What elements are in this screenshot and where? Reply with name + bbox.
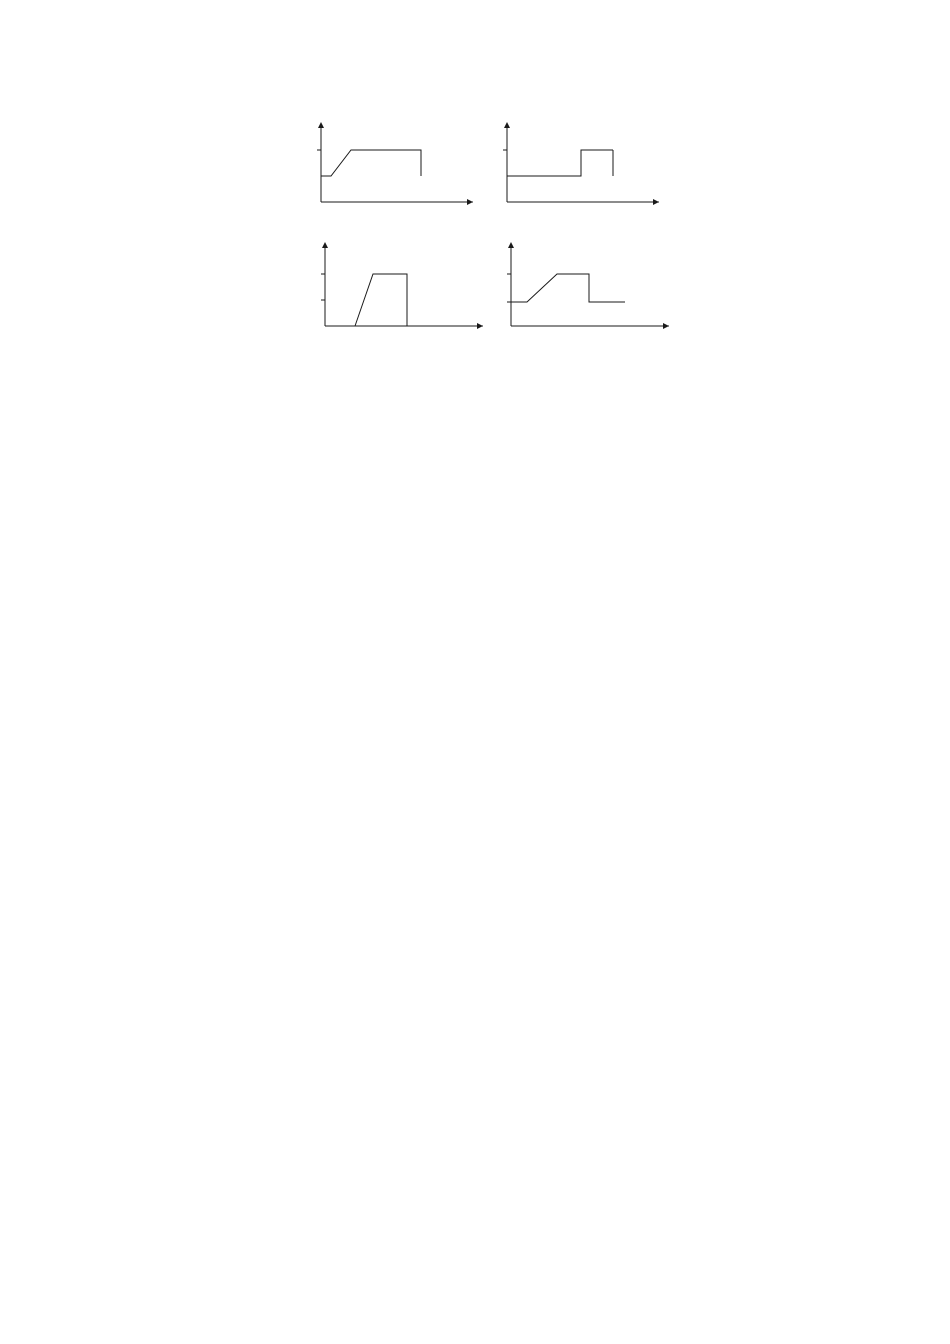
figure-group xyxy=(143,120,815,352)
dna-curve xyxy=(321,150,421,176)
chromatid-curve xyxy=(355,274,407,326)
note-line xyxy=(143,384,815,412)
note-line xyxy=(143,356,815,384)
dna-per-chromosome-chart xyxy=(489,240,679,354)
chromosome-number-chart xyxy=(489,120,669,230)
note-line xyxy=(143,412,815,440)
document-page xyxy=(143,118,815,468)
chromosome-curve xyxy=(507,150,613,176)
per-chromosome-curve xyxy=(511,274,625,302)
section-heading xyxy=(143,440,815,468)
chromatid-number-chart xyxy=(303,240,493,354)
notes-block xyxy=(143,356,815,468)
dna-content-chart xyxy=(303,120,483,230)
